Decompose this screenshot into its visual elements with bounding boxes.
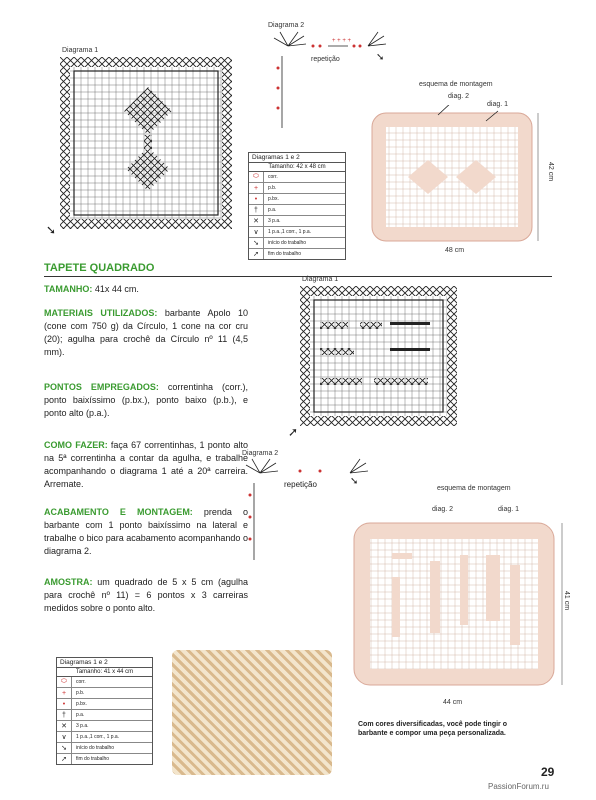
tamanho-text: 41x 44 cm. bbox=[92, 284, 139, 294]
legend-row: p.b. bbox=[76, 690, 85, 696]
bottom-width-label: 44 cm bbox=[443, 699, 463, 706]
legend-row: corr. bbox=[76, 679, 86, 685]
start-icon: ➘ bbox=[249, 238, 264, 248]
bottom-assembly-label: esquema de montagem bbox=[437, 485, 511, 492]
bottom-repeat-label: repetição bbox=[284, 480, 317, 489]
diagram1-label: Diagrama 1 bbox=[62, 47, 99, 54]
plus-icon: + bbox=[57, 688, 72, 698]
legend-row: início do trabalho bbox=[76, 745, 115, 751]
repeat-label: repetição bbox=[311, 56, 340, 63]
start-icon: ➘ bbox=[57, 743, 72, 753]
section-title: TAPETE QUADRADO bbox=[44, 262, 155, 274]
top-width-label: 48 cm bbox=[445, 247, 465, 254]
legend-row: p.bx. bbox=[268, 196, 279, 202]
legend-row: 1 p.a.,1 corr., 1 p.a. bbox=[76, 734, 120, 740]
top-diagram1-chart bbox=[60, 57, 232, 229]
end-icon: ➚ bbox=[249, 249, 264, 259]
chain-icon: ⬭ bbox=[249, 172, 264, 182]
legend-title: Diagramas 1 e 2 bbox=[249, 153, 345, 163]
photo-caption: Com cores diversificadas, você pode tingir o barbante e compor uma peça personalizada. bbox=[358, 721, 507, 737]
diag1-label: diag. 1 bbox=[487, 101, 509, 108]
end-icon: ➚ bbox=[57, 754, 72, 764]
como-text: faça 67 correntinhas, 1 ponto alto na 5ª correntinha a contar da agulha, e trabalhe acompanhando o diagrama 1 até a 20ª carreira. Arremate. bbox=[44, 440, 248, 489]
tamanho-label: TAMANHO: bbox=[44, 284, 93, 294]
bottom-diagram1-chart bbox=[300, 286, 457, 426]
crochet-photo bbox=[172, 650, 332, 775]
acabamento-text: prenda o barbante com 1 ponto baixíssimo na lateral e trabalhe o bico para acabamento acompanhando o diagrama 2. bbox=[44, 507, 248, 556]
stitch-icon: † bbox=[249, 205, 264, 215]
amostra-label: AMOSTRA: bbox=[44, 577, 93, 587]
top-height-label: 42 cm bbox=[547, 161, 555, 182]
pontos-paragraph bbox=[44, 381, 248, 420]
legend-row: início do trabalho bbox=[268, 240, 307, 246]
cross-icon: ✕ bbox=[249, 216, 264, 226]
como-label: COMO FAZER: bbox=[44, 440, 108, 450]
assembly-label: esquema de montagem bbox=[419, 81, 493, 88]
plus-icon: + bbox=[249, 183, 264, 193]
watermark: PassionForum.ru bbox=[488, 782, 549, 791]
como-paragraph bbox=[44, 439, 248, 491]
legend-row: corr. bbox=[268, 174, 278, 180]
legend-row: 3 p.a. bbox=[268, 218, 281, 224]
page-number: 29 bbox=[541, 765, 555, 779]
dot-icon: • bbox=[249, 194, 264, 204]
v-stitch-icon: ∨ bbox=[57, 732, 72, 742]
start-arrow-icon: ➘ bbox=[46, 223, 57, 237]
amostra-paragraph bbox=[44, 576, 248, 615]
top-assembly-chart bbox=[368, 105, 540, 250]
bottom-assembly-chart bbox=[350, 515, 565, 695]
top-legend bbox=[248, 152, 346, 260]
bottom-diagram1-label: Diagrama 1 bbox=[302, 276, 339, 283]
materiais-paragraph bbox=[44, 307, 248, 359]
pontos-text: correntinha (corr.), ponto baixíssimo (p.bx.), ponto baixo (p.b.), e ponto alto (p.a.). bbox=[44, 382, 248, 418]
bottom-diag2-label: diag. 2 bbox=[432, 506, 454, 513]
materiais-text: barbante Apolo 10 (cone com 750 g) da Círculo, 1 cone na cor cru (20); agulha para crochê da Círculo nº 11 (4,5 mm). bbox=[44, 308, 248, 357]
legend-title: Diagramas 1 e 2 bbox=[57, 658, 152, 668]
legend-row: p.a. bbox=[76, 712, 85, 718]
chain-icon: ⬭ bbox=[57, 677, 72, 687]
bottom-diagram2-label: Diagrama 2 bbox=[242, 450, 279, 457]
legend-row: p.a. bbox=[268, 207, 277, 213]
legend-row: 1 p.a.,1 corr., 1 p.a. bbox=[268, 229, 312, 235]
materiais-label: MATERIAIS UTILIZADOS: bbox=[44, 308, 158, 318]
tamanho-paragraph bbox=[44, 283, 248, 296]
legend-row: p.bx. bbox=[76, 701, 87, 707]
bottom-diag1-label: diag. 1 bbox=[498, 506, 520, 513]
diagram2-label: Diagrama 2 bbox=[268, 22, 305, 29]
bottom-start-arrow-icon: ➚ bbox=[288, 425, 299, 439]
acabamento-label: ACABAMENTO E MONTAGEM: bbox=[44, 507, 193, 517]
diag2-label: diag. 2 bbox=[448, 93, 470, 100]
legend-row: 3 p.a. bbox=[76, 723, 89, 729]
section-header bbox=[44, 258, 552, 277]
bottom-height-label: 41 cm bbox=[563, 590, 571, 611]
amostra-text: um quadrado de 5 x 5 cm (agulha para crochê nº 11) = 6 pontos x 3 carreiras medidos sobre o ponto alto. bbox=[44, 577, 248, 613]
legend-row: fim do trabalho bbox=[268, 251, 302, 257]
legend-row: p.b. bbox=[268, 185, 277, 191]
stitch-icon: † bbox=[57, 710, 72, 720]
legend-size: Tamanho: 41 x 44 cm bbox=[57, 668, 152, 677]
acabamento-paragraph bbox=[44, 506, 248, 558]
bottom-end-arrow-icon: ➘ bbox=[350, 476, 359, 487]
v-stitch-icon: ∨ bbox=[249, 227, 264, 237]
bottom-legend bbox=[56, 657, 153, 765]
dot-icon: • bbox=[57, 699, 72, 709]
pontos-label: PONTOS EMPREGADOS: bbox=[44, 382, 159, 392]
legend-size: Tamanho: 42 x 48 cm bbox=[249, 163, 345, 172]
cross-icon: ✕ bbox=[57, 721, 72, 731]
legend-row: fim do trabalho bbox=[76, 756, 110, 762]
svg-text:+ + + +: + + + + bbox=[332, 38, 352, 44]
end-arrow-icon: ➘ bbox=[376, 52, 385, 63]
